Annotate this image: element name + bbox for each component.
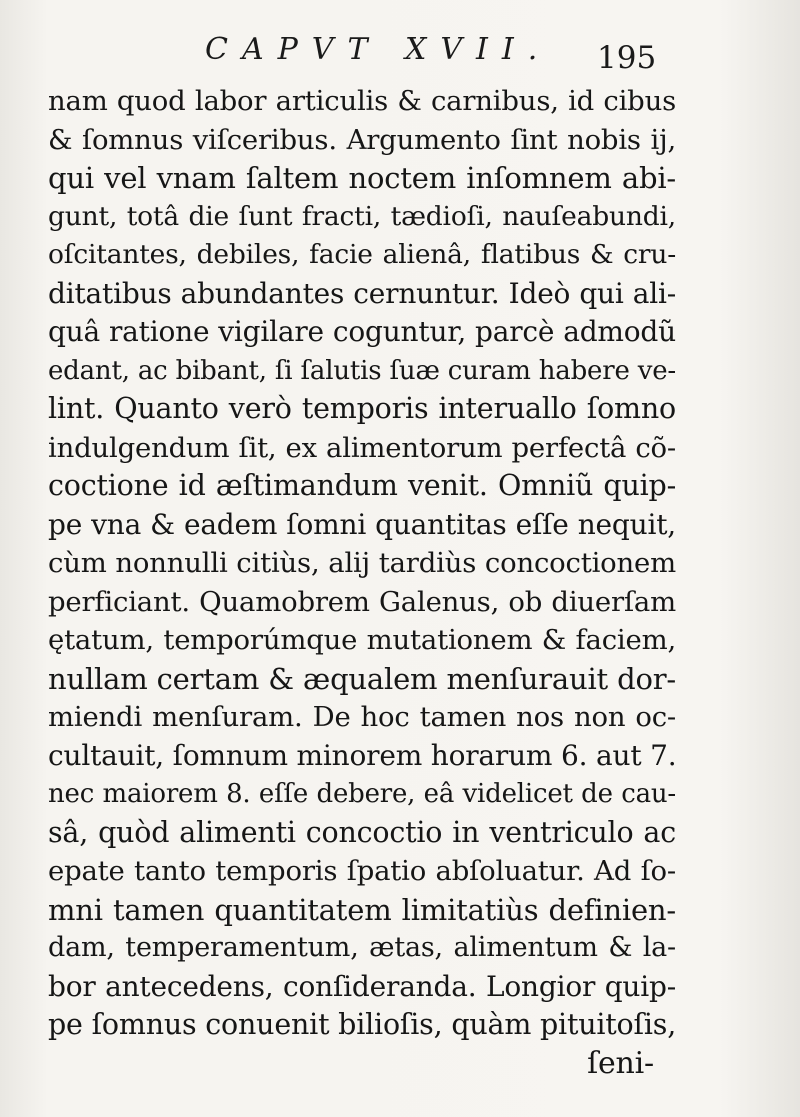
running-head [0,28,800,76]
text-line: nullam certam & æqualem menſurauit dor- [48,661,676,696]
text-line: ditatibus abundantes cernuntur. Ideò qui ali- [48,276,676,310]
text-line: mni tamen quantitatem limitatiùs definien- [48,892,676,927]
text-line: sâ, quòd alimenti concoctio in ventriculo ac [48,815,676,849]
page-number: 195 [597,40,657,76]
text-line: cùm nonnulli citiùs, alij tardiùs concoctionem [48,547,676,579]
text-line: qui vel vnam ſaltem noctem inſomnem abi- [48,161,676,195]
catchword: ſeni- [587,1045,654,1081]
text-line: nam quod labor articulis & carnibus, id cibus [48,85,676,117]
text-line: pe ſomnus conuenit bilioſis, quàm pituitoſis, [48,1008,677,1041]
text-line: bor antecedens, conſideranda. Longior quip- [48,969,676,1003]
text-line: nec maiorem 8. eſſe debere, eâ videlicet de cau- [48,779,676,809]
text-line: miendi menſuram. De hoc tamen nos non oc- [48,701,676,733]
text-line: dam, temperamentum, ætas, alimentum & la- [48,932,676,963]
text-line: cultauit, ſomnum minorem horarum 6. aut 7. [48,738,677,772]
text-line: edant, ac bibant, ſi ſalutis ſuæ curam habere ve- [48,355,676,386]
text-line: & ſomnus viſceribus. Argumento ſint nobis ij, [48,123,676,156]
text-line: ętatum, temporúmque mutationem & faciem, [48,624,676,656]
text-line: gunt, totâ die ſunt fracti, tædioſi, nauſeabundi, [48,200,676,232]
text-line: quâ ratione vigilare coguntur, parcè admodũ [48,315,676,348]
text-line: coctione id æſtimandum venit. Omniũ quip- [48,469,676,502]
text-line: indulgendum ſit, ex alimentorum perfectâ cõ- [48,431,676,464]
running-title: CAPVT XVII. [205,32,552,67]
text-line: oſcitantes, debiles, facie alienâ, flatibus & cru- [48,239,676,270]
body-text [48,82,676,1083]
text-line: perficiant. Quamobrem Galenus, ob diuerſam [48,585,676,618]
text-line: epate tanto temporis ſpatio abſoluatur. Ad ſo- [48,855,676,887]
text-line: lint. Quanto verò temporis interuallo ſomno [48,392,676,425]
text-line: pe vna & eadem ſomni quantitas eſſe nequit, [48,507,676,541]
